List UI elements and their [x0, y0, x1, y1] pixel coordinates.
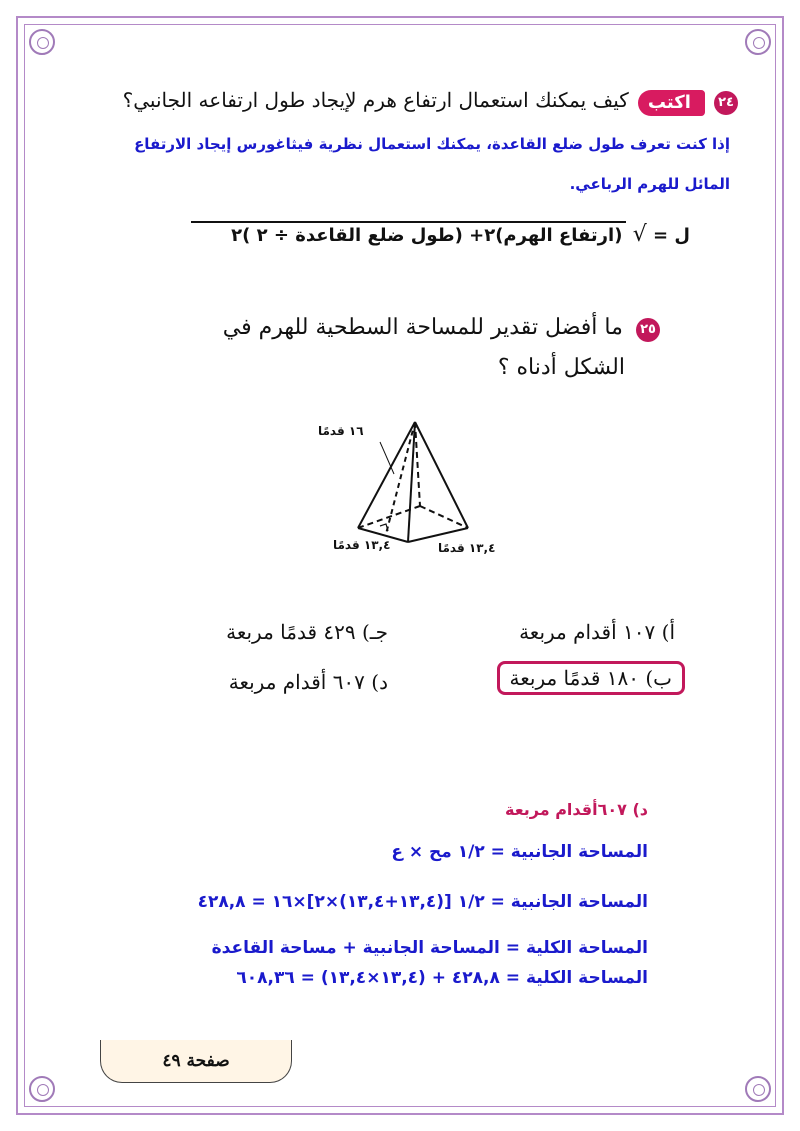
corner-ornament-icon — [29, 1076, 55, 1102]
solution-line4: المساحة الكلية = ٤٢٨,٨ + (١٣,٤×١٣,٤) = ٦٠٨,٣٦ — [236, 968, 648, 988]
formula-lhs: ل = — [653, 225, 690, 246]
choice-b-selected[interactable] — [497, 666, 686, 690]
choice-d[interactable]: د) ٦٠٧ أقدام مربعة — [228, 670, 388, 694]
pyramid-edge — [408, 422, 415, 542]
pyramid-edge — [408, 528, 468, 542]
solution-answer: د) ٦٠٧أقدام مربعة — [505, 800, 648, 819]
page-number: صفحة ٤٩ — [100, 1040, 292, 1083]
q25-question-line2: الشكل أدناه ؟ — [497, 355, 625, 380]
q24-number: ٢٤ — [714, 91, 738, 115]
hidden-edge — [415, 422, 420, 506]
solution-line2: المساحة الجانبية = ١/٢ [(١٣,٤+١٣,٤)×٢]×١٦ = ٤٢٨,٨ — [197, 892, 648, 912]
q24-answer-line1: إذا كنت تعرف طول ضلع القاعدة، يمكنك استعمال نظرية فيثاغورس إيجاد الارتفاع — [134, 135, 730, 153]
label-side-right: ١٣,٤ قدمًا — [438, 541, 496, 555]
q25-header — [100, 315, 660, 342]
corner-ornament-icon — [745, 29, 771, 55]
label-slant-height: ١٦ قدمًا — [318, 424, 364, 438]
q25-question-line1: ما أفضل تقدير للمساحة السطحية للهرم في — [222, 315, 623, 340]
q25-number: ٢٥ — [636, 318, 660, 342]
formula-radicand: (ارتفاع الهرم)٢+ (طول ضلع القاعدة ÷ ٢ )٢ — [191, 221, 626, 246]
q24-header — [58, 88, 738, 116]
sqrt-icon: √ — [632, 222, 647, 247]
corner-ornament-icon — [745, 1076, 771, 1102]
choice-a[interactable]: أ) ١٠٧ أقدام مربعة — [519, 620, 675, 644]
pyramid-edge — [415, 422, 468, 528]
solution-line1: المساحة الجانبية = ١/٢ مح × ع — [391, 842, 648, 862]
write-badge: اكتب — [638, 90, 705, 116]
choice-c[interactable]: جـ) ٤٢٩ قدمًا مربعة — [226, 620, 388, 644]
q24-formula — [70, 222, 690, 247]
choice-b[interactable]: ب) ١٨٠ قدمًا مربعة — [497, 661, 686, 695]
label-side-left: ١٣,٤ قدمًا — [333, 538, 391, 552]
corner-ornament-icon — [29, 29, 55, 55]
solution-line3: المساحة الكلية = المساحة الجانبية + مساحة القاعدة — [211, 938, 648, 958]
q24-answer-line2: المائل للهرم الرباعي. — [569, 175, 730, 193]
pyramid-edge — [358, 422, 415, 528]
q24-question: كيف يمكنك استعمال ارتفاع هرم لإيجاد طول ارتفاعه الجانبي؟ — [122, 88, 629, 112]
label-leader — [380, 442, 394, 474]
hidden-edge — [420, 506, 468, 528]
